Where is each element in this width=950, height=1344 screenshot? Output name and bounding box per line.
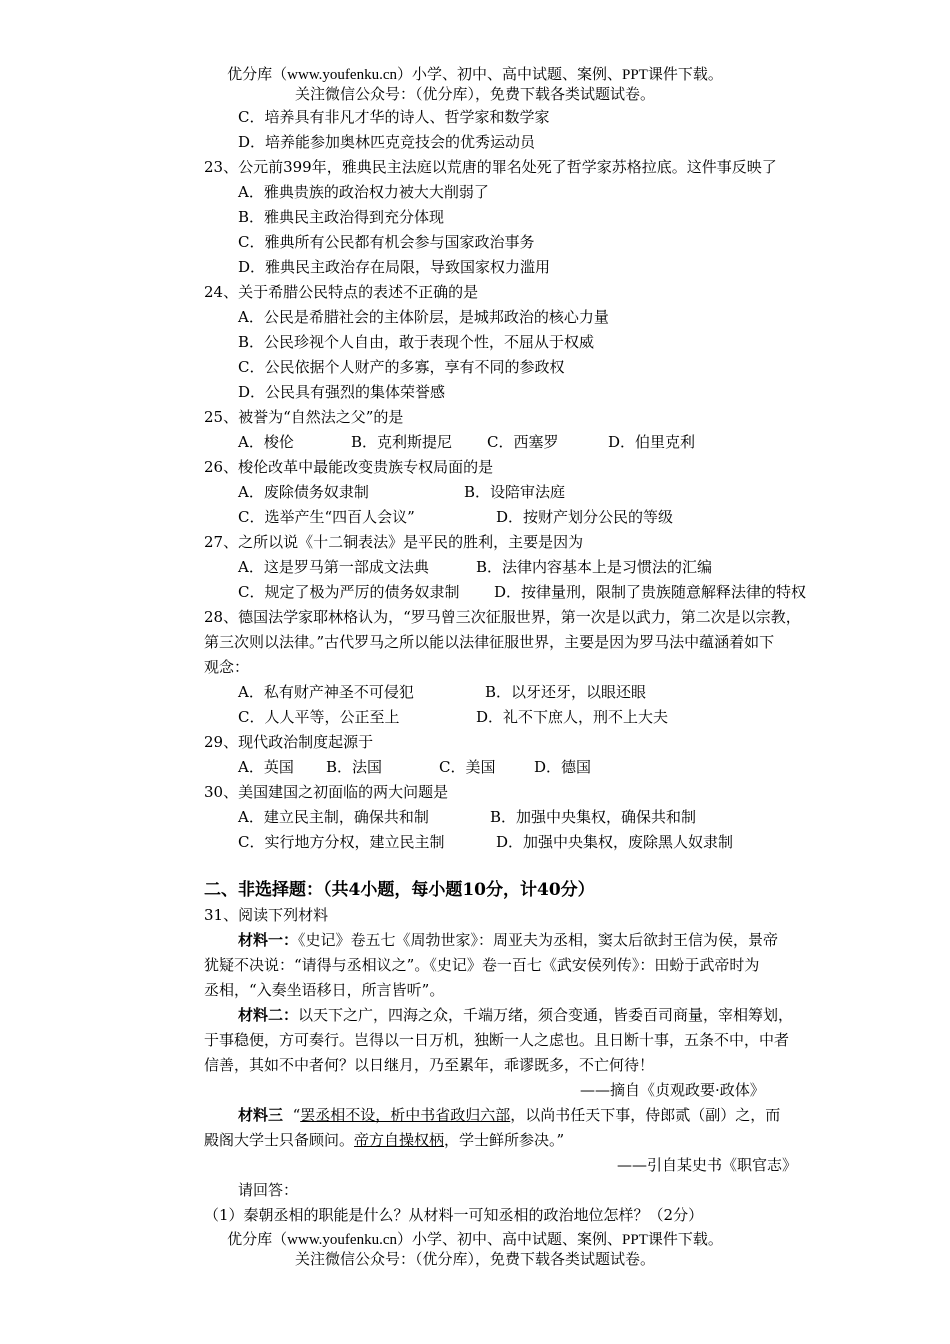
q23-option-b: B．雅典民主政治得到充分体现 bbox=[238, 208, 445, 226]
q28-option-b: B．以牙还牙，以眼还眼 bbox=[485, 683, 647, 701]
q24-option-c: C．公民依据个人财产的多寡，享有不同的参政权 bbox=[238, 358, 565, 376]
material-3-source: ——引自某史书《职官志》 bbox=[617, 1156, 798, 1174]
q23-option-a: A．雅典贵族的政治权力被大大削弱了 bbox=[238, 183, 489, 201]
q25-stem: 25、被誉为“自然法之父”的是 bbox=[204, 408, 404, 426]
q30-option-d: D．加强中央集权，废除黑人奴隶制 bbox=[496, 833, 734, 851]
q28-option-a: A．私有财产神圣不可侵犯 bbox=[238, 683, 414, 701]
header-line-1: 优分库（www.youfenku.cn）小学、初中、高中试题、案例、PPT课件下载。 bbox=[227, 67, 723, 83]
material-1-text: 《史记》卷五七《周勃世家》：周亚夫为丞相，窦太后欲封王信为侯，景帝 bbox=[298, 931, 779, 949]
q26-stem: 26、梭伦改革中最能改变贵族专权局面的是 bbox=[204, 458, 494, 476]
q22-option-d: D．培养能参加奥林匹克竞技会的优秀运动员 bbox=[238, 133, 536, 151]
material-2-label: 材料二： bbox=[238, 1006, 299, 1024]
q29-stem: 29、现代政治制度起源于 bbox=[204, 733, 374, 751]
section-2-title: 二、非选择题：（共4小题，每小题10分，计40分） bbox=[204, 880, 595, 900]
material-2-source: ——摘自《贞观政要·政体》 bbox=[580, 1081, 765, 1099]
material-3-line2-pre: 殿阁大学士只备顾问。 bbox=[204, 1131, 355, 1149]
material-3-line2-underlined: 帝方自操权柄 bbox=[354, 1131, 445, 1149]
q27-option-a: A．这是罗马第一部成文法典 bbox=[238, 558, 429, 576]
q31-sub-question-1: （1）秦朝丞相的职能是什么？从材料一可知丞相的政治地位怎样？（2分） bbox=[204, 1206, 704, 1224]
q29-option-c: C．美国 bbox=[439, 758, 496, 776]
q27-option-c: C．规定了极为严厉的债务奴隶制 bbox=[238, 583, 460, 601]
q29-option-d: D．德国 bbox=[534, 758, 592, 776]
footer-line-2: 关注微信公众号：（优分库），免费下载各类试题试卷。 bbox=[294, 1252, 655, 1268]
q28-stem-line-1: 28、德国法学家耶林格认为，“罗马曾三次征服世界，第一次是以武力，第二次是以宗教， bbox=[204, 608, 801, 626]
q31-material-3-line-2 bbox=[204, 1129, 564, 1151]
q26-option-d: D．按财产划分公民的等级 bbox=[496, 508, 674, 526]
footer-line-1: 优分库（www.youfenku.cn）小学、初中、高中试题、案例、PPT课件下载。 bbox=[227, 1232, 723, 1248]
material-1-label: 材料一： bbox=[238, 931, 299, 949]
q25-option-c: C．西塞罗 bbox=[487, 433, 559, 451]
q27-stem: 27、之所以说《十二铜表法》是平民的胜利，主要是因为 bbox=[204, 533, 584, 551]
q31-material-2-line-3: 信善，其如不中者何？以日继月，乃至累年，乖谬既多，不亡何待！ bbox=[204, 1056, 655, 1074]
q28-option-c: C．人人平等，公正至上 bbox=[238, 708, 400, 726]
q31-ask: 请回答： bbox=[238, 1181, 299, 1199]
q27-option-d: D．按律量刑，限制了贵族随意解释法律的特权 bbox=[494, 583, 807, 601]
q31-material-2-line-1 bbox=[238, 1004, 793, 1026]
material-3-text: ，以尚书任天下事，侍郎贰（副）之，而 bbox=[510, 1106, 781, 1124]
q26-option-a: A．废除债务奴隶制 bbox=[238, 483, 369, 501]
q30-stem: 30、美国建国之初面临的两大问题是 bbox=[204, 783, 449, 801]
q24-stem: 24、关于希腊公民特点的表述不正确的是 bbox=[204, 283, 479, 301]
q30-option-b: B．加强中央集权，确保共和制 bbox=[490, 808, 697, 826]
q30-option-c: C．实行地方分权，建立民主制 bbox=[238, 833, 445, 851]
material-3-label: 材料三 bbox=[238, 1106, 284, 1124]
q25-option-d: D．伯里克利 bbox=[608, 433, 696, 451]
q25-option-a: A．梭伦 bbox=[238, 433, 294, 451]
q26-option-c: C．选举产生“四百人会议” bbox=[238, 508, 415, 526]
q31-stem: 31、阅读下列材料 bbox=[204, 906, 329, 924]
q24-option-a: A．公民是希腊社会的主体阶层，是城邦政治的核心力量 bbox=[238, 308, 609, 326]
q28-option-d: D．礼不下庶人，刑不上大夫 bbox=[476, 708, 669, 726]
q30-option-a: A．建立民主制，确保共和制 bbox=[238, 808, 429, 826]
q28-stem-line-2: 第三次则以法律。”古代罗马之所以能以法律征服世界，主要是因为罗马法中蕴涵着如下 bbox=[204, 633, 775, 651]
q26-option-b: B．设陪审法庭 bbox=[464, 483, 566, 501]
q31-material-2-line-2: 于事稳便，方可奏行。岂得以一日万机，独断一人之虑也。且日断十事，五条不中，中者 bbox=[204, 1031, 790, 1049]
header-line-2: 关注微信公众号：（优分库），免费下载各类试题试卷。 bbox=[294, 87, 655, 103]
q31-material-1-line-3: 丞相，“入奏坐语移日，所言皆听”。 bbox=[204, 981, 445, 999]
q25-option-b: B．克利斯提尼 bbox=[351, 433, 453, 451]
q29-option-b: B．法国 bbox=[326, 758, 383, 776]
q23-stem: 23、公元前399年，雅典民主法庭以荒唐的罪名处死了哲学家苏格拉底。这件事反映了 bbox=[204, 158, 777, 176]
material-3-underlined-text: 罢丞相不设，析中书省政归六部 bbox=[300, 1106, 511, 1124]
q31-material-1-line-2: 犹疑不决说：“请得与丞相议之”。《史记》卷一百七《武安侯列传》：田蚡于武帝时为 bbox=[204, 956, 760, 974]
q22-option-c: C．培养具有非凡才华的诗人、哲学家和数学家 bbox=[238, 108, 550, 126]
q23-option-d: D．雅典民主政治存在局限，导致国家权力滥用 bbox=[238, 258, 551, 276]
q28-stem-line-3: 观念： bbox=[204, 658, 250, 676]
q23-option-c: C．雅典所有公民都有机会参与国家政治事务 bbox=[238, 233, 535, 251]
q27-option-b: B．法律内容基本上是习惯法的汇编 bbox=[476, 558, 713, 576]
q31-material-3-line-1 bbox=[238, 1104, 780, 1126]
material-2-text: 以天下之广，四海之众，千端万绪，须合变通，皆委百司商量，宰相筹划， bbox=[298, 1006, 794, 1024]
q29-option-a: A．英国 bbox=[238, 758, 294, 776]
q31-material-1-line-1 bbox=[238, 929, 778, 951]
q24-option-d: D．公民具有强烈的集体荣誉感 bbox=[238, 383, 446, 401]
q24-option-b: B．公民珍视个人自由，敢于表现个性，不屈从于权威 bbox=[238, 333, 595, 351]
material-3-open-quote: “ bbox=[292, 1106, 301, 1124]
material-3-line2-post: ，学士鲜所参决。” bbox=[444, 1131, 565, 1149]
